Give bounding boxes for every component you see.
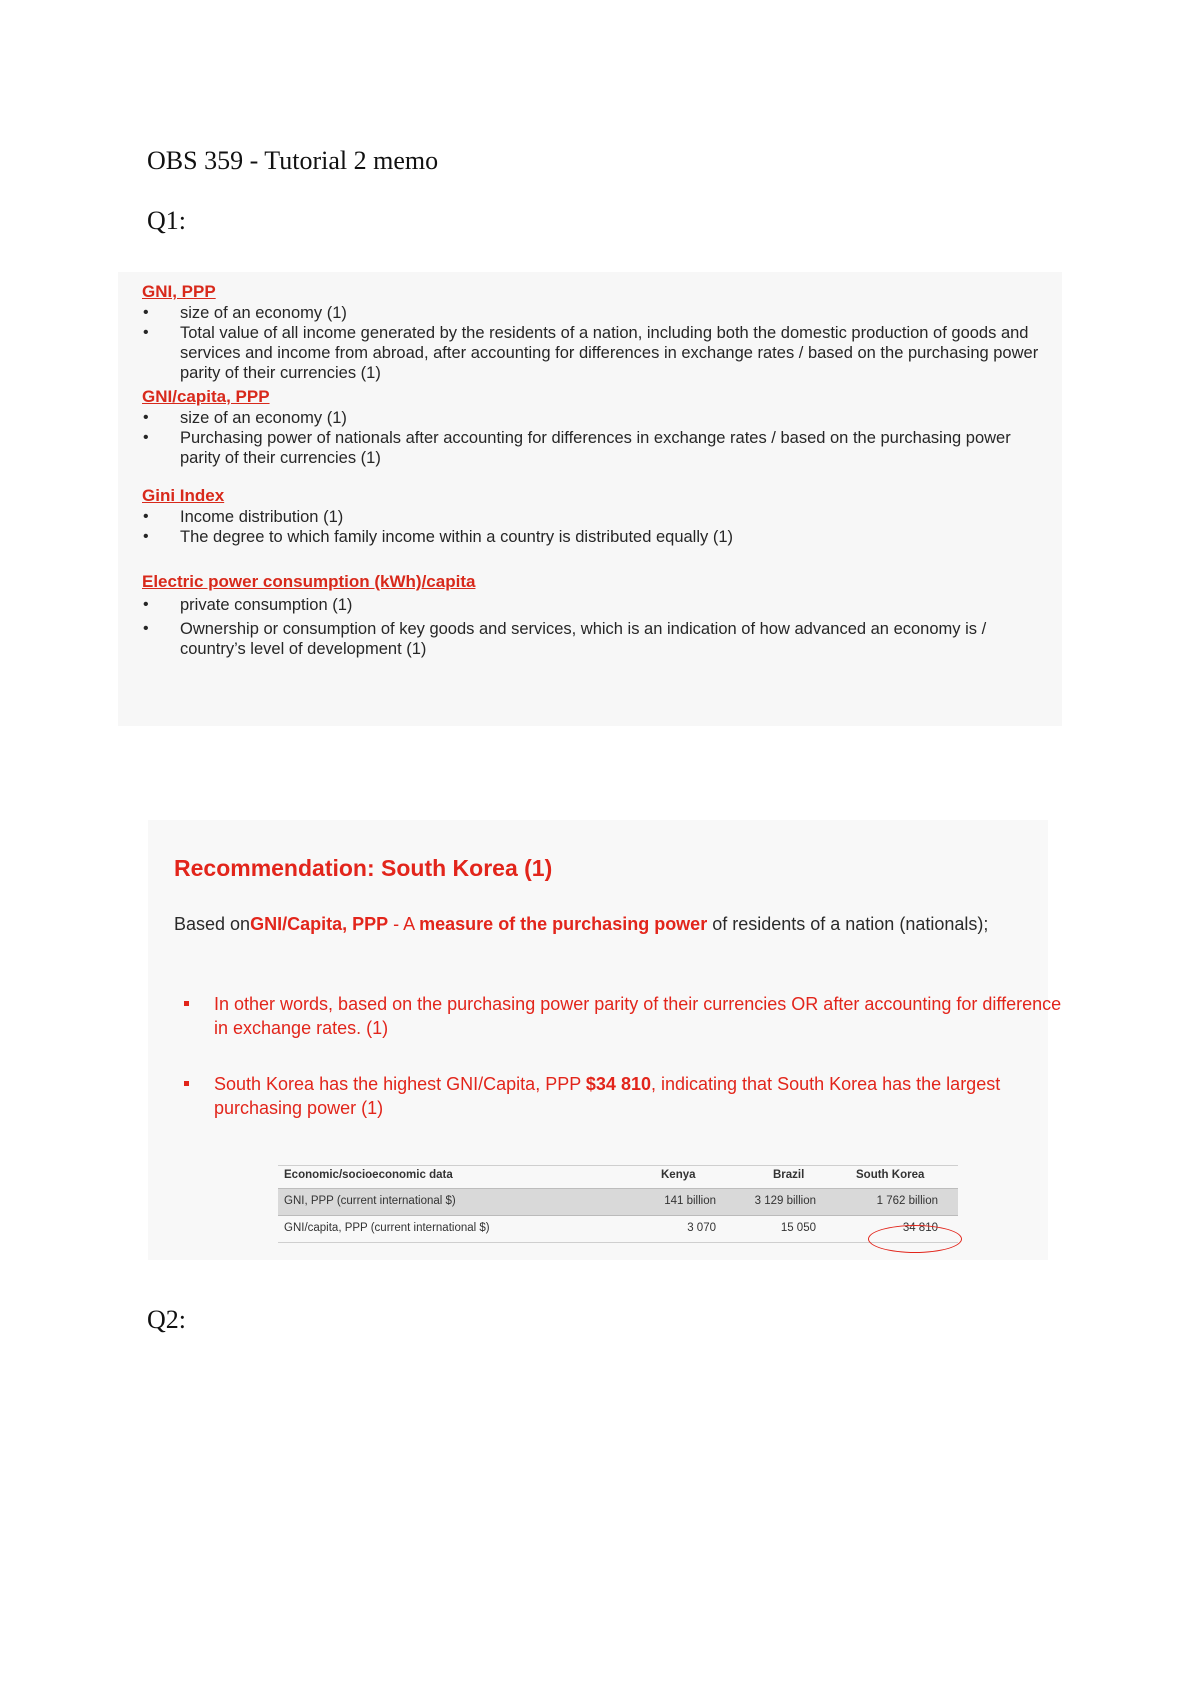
economic-data-table bbox=[278, 1165, 958, 1243]
definition-heading: GNI, PPP bbox=[142, 282, 216, 301]
recommendation-bullet: South Korea has the highest GNI/Capita, PPP $34 810, indicating that South Korea has the largest purchasing power (1) bbox=[174, 1072, 1064, 1120]
question-2-label: Q2: bbox=[147, 1305, 186, 1334]
definition-item: • size of an economy (1) bbox=[143, 409, 347, 427]
bullet-icon: • bbox=[143, 429, 149, 446]
definition-item: • Total value of all income generated by the residents of a nation, including both the domestic production of goods and services and income from abroad, after accounting for differences in exchange rates / based on the purchasing power parity of their currencies (1) bbox=[143, 324, 1039, 382]
table-cell: 15 050 bbox=[780, 1222, 816, 1234]
recommendation-title: Recommendation: South Korea (1) bbox=[174, 855, 553, 881]
table-row bbox=[278, 1216, 958, 1243]
table-cell: 141 billion bbox=[664, 1195, 716, 1207]
recommendation-bullet: In other words, based on the purchasing power parity of their currencies OR after accounting for difference in exchange rates. (1) bbox=[174, 992, 1064, 1040]
definition-item: • Purchasing power of nationals after accounting for differences in exchange rates / based on the purchasing power parity of their currencies (1) bbox=[143, 429, 1011, 467]
definition-gni-capita-ppp bbox=[142, 387, 1042, 468]
table-header-cell: Brazil bbox=[773, 1169, 805, 1181]
table-row bbox=[278, 1189, 958, 1216]
bullet-icon: • bbox=[143, 620, 149, 637]
definition-electric-power bbox=[142, 572, 1042, 659]
bullet-icon: • bbox=[143, 409, 149, 426]
table-header-cell: Kenya bbox=[661, 1169, 696, 1181]
definition-item: • Ownership or consumption of key goods and services, which is an indication of how advanced an economy is / country’s level of development (1) bbox=[143, 620, 987, 658]
bullet-icon: • bbox=[143, 596, 149, 613]
table-cell: 3 129 billion bbox=[754, 1195, 816, 1207]
table-header-cell: Economic/socioeconomic data bbox=[284, 1169, 453, 1181]
question-1-label: Q1: bbox=[147, 206, 186, 235]
table-cell: 3 070 bbox=[687, 1222, 716, 1234]
table-header-cell: South Korea bbox=[856, 1169, 925, 1181]
table-cell: 34 810 bbox=[902, 1222, 938, 1234]
square-bullet-icon bbox=[184, 1081, 189, 1086]
table-cell: 1 762 billion bbox=[876, 1195, 938, 1207]
document-title: OBS 359 - Tutorial 2 memo bbox=[147, 146, 439, 175]
definition-item: • Income distribution (1) bbox=[143, 508, 344, 526]
definitions-image bbox=[118, 272, 1062, 726]
definition-gini-index bbox=[142, 486, 1042, 547]
definition-item: • The degree to which family income within a country is distributed equally (1) bbox=[143, 528, 734, 546]
recommendation-image bbox=[148, 820, 1062, 1260]
square-bullet-icon bbox=[184, 1001, 189, 1006]
bullet-icon: • bbox=[143, 508, 149, 525]
recommendation-intro: Based onGNI/Capita, PPP - A measure of the purchasing power of residents of a nation (nationals); bbox=[174, 914, 989, 934]
highlight-circle bbox=[868, 1225, 962, 1253]
definition-heading: GNI/capita, PPP bbox=[142, 387, 270, 406]
definition-heading: Gini Index bbox=[142, 486, 225, 505]
definition-heading: Electric power consumption (kWh)/capita bbox=[142, 572, 476, 591]
bullet-icon: • bbox=[143, 304, 149, 321]
definition-item: • size of an economy (1) bbox=[143, 304, 347, 322]
bullet-icon: • bbox=[143, 324, 149, 341]
table-cell: GNI, PPP (current international $) bbox=[284, 1195, 456, 1207]
table-header-row bbox=[278, 1165, 958, 1189]
bullet-icon: • bbox=[143, 528, 149, 545]
table-cell: GNI/capita, PPP (current international $) bbox=[284, 1222, 490, 1234]
definition-item: • private consumption (1) bbox=[143, 596, 353, 614]
definition-gni-ppp bbox=[142, 282, 1042, 383]
